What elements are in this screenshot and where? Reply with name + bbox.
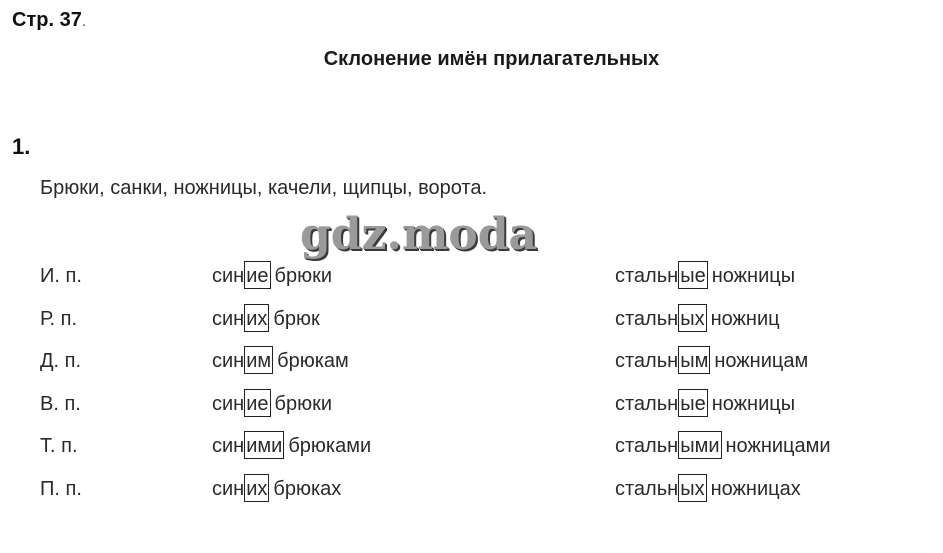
adjective-ending-box: ые	[678, 261, 708, 289]
phrase-adjective-steel	[615, 346, 808, 376]
adjective-ending-box: им	[244, 346, 273, 374]
case-row	[0, 431, 943, 461]
adjective-ending-box: ые	[678, 389, 708, 417]
noun: ножницах	[710, 478, 801, 500]
case-row	[0, 346, 943, 376]
noun: ножницы	[711, 393, 796, 415]
noun: ножницы	[711, 265, 796, 287]
case-label: П. п.	[40, 478, 82, 500]
phrase-adjective-steel	[615, 261, 795, 291]
noun: брюкам	[277, 350, 349, 372]
case-row	[0, 389, 943, 419]
case-label: Д. п.	[40, 350, 82, 372]
task-word-list: Брюки, санки, ножницы, качели, щипцы, ворота.	[40, 177, 488, 199]
page-reference	[12, 9, 86, 32]
case-row	[0, 304, 943, 334]
phrase-adjective-blue	[212, 474, 341, 504]
adjective-stem: стальн	[615, 350, 679, 372]
adjective-stem: стальн	[615, 393, 679, 415]
adjective-ending-box: ым	[678, 346, 710, 374]
phrase-adjective-blue	[212, 261, 332, 291]
adjective-stem: стальн	[615, 308, 679, 330]
adjective-stem: син	[212, 435, 245, 457]
task-number: 1.	[12, 134, 31, 159]
section-title: Склонение имён прилагательных	[323, 48, 660, 70]
case-label: В. п.	[40, 393, 81, 415]
phrase-adjective-blue	[212, 304, 320, 334]
noun: брюки	[274, 393, 333, 415]
case-label: Р. п.	[40, 308, 78, 330]
case-row	[0, 474, 943, 504]
adjective-stem: стальн	[615, 478, 679, 500]
adjective-stem: син	[212, 265, 245, 287]
case-row	[0, 261, 943, 291]
adjective-stem: стальн	[615, 265, 679, 287]
adjective-stem: син	[212, 308, 245, 330]
phrase-adjective-steel	[615, 474, 801, 504]
noun: ножницами	[725, 435, 831, 457]
adjective-stem: син	[212, 393, 245, 415]
noun: брюками	[288, 435, 372, 457]
page-reference-text: Стр. 37	[12, 9, 82, 31]
adjective-ending-box: ие	[244, 389, 270, 417]
adjective-ending-box: ими	[244, 431, 284, 459]
noun: брюках	[273, 478, 342, 500]
adjective-stem: стальн	[615, 435, 679, 457]
phrase-adjective-steel	[615, 431, 831, 461]
watermark-logo: gdz.moda	[300, 209, 538, 260]
case-label: Т. п.	[40, 435, 78, 457]
adjective-ending-box: их	[244, 304, 269, 332]
adjective-ending-box: ие	[244, 261, 270, 289]
case-label: И. п.	[40, 265, 82, 287]
phrase-adjective-steel	[615, 389, 795, 419]
page-reference-dot: .	[81, 13, 87, 30]
phrase-adjective-blue	[212, 346, 349, 376]
phrase-adjective-steel	[615, 304, 780, 334]
noun: брюк	[273, 308, 320, 330]
adjective-stem: син	[212, 350, 245, 372]
noun: ножниц	[710, 308, 780, 330]
adjective-ending-box: ых	[678, 474, 706, 502]
noun: ножницам	[714, 350, 809, 372]
adjective-stem: син	[212, 478, 245, 500]
phrase-adjective-blue	[212, 389, 332, 419]
adjective-ending-box: их	[244, 474, 269, 502]
adjective-ending-box: ых	[678, 304, 706, 332]
noun: брюки	[274, 265, 333, 287]
adjective-ending-box: ыми	[678, 431, 721, 459]
phrase-adjective-blue	[212, 431, 371, 461]
